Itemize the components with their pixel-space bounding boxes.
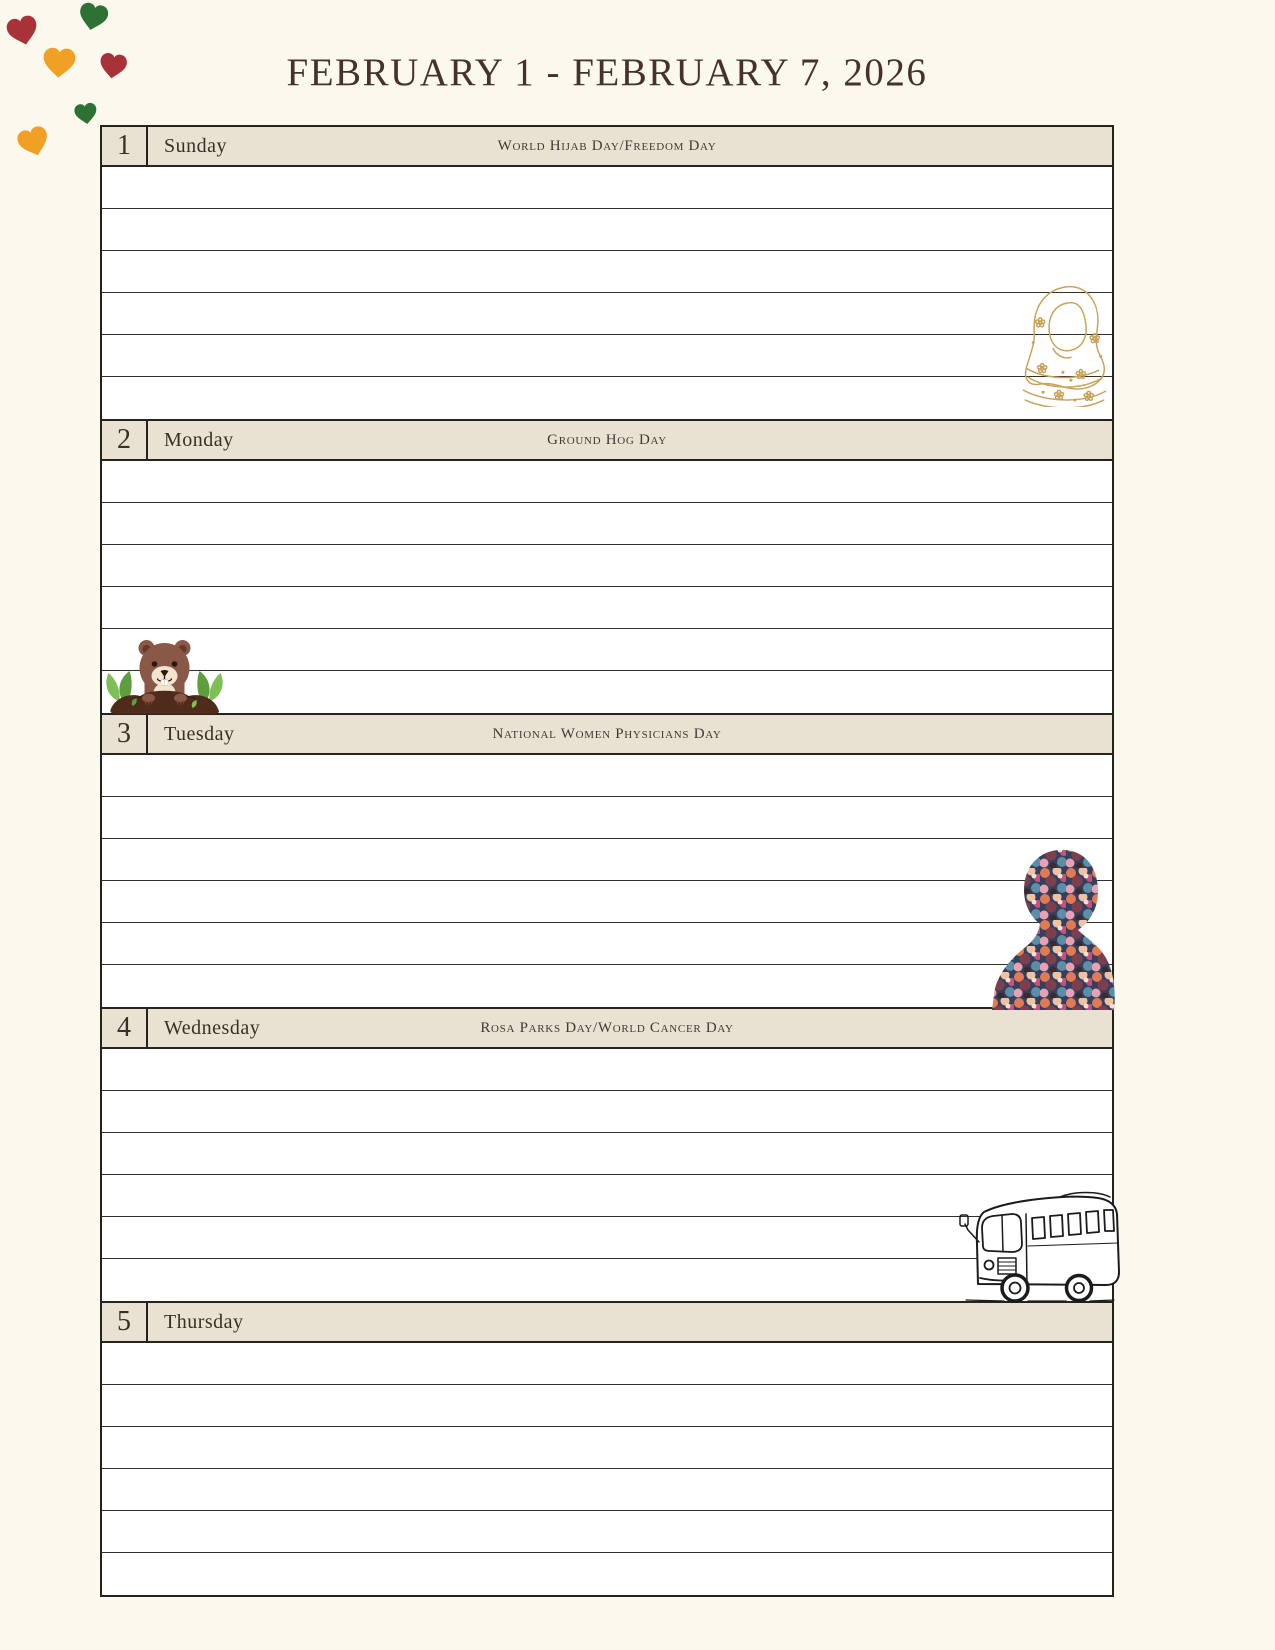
note-line	[102, 965, 1112, 1007]
note-line	[102, 1091, 1112, 1133]
heart-icon	[71, 100, 100, 128]
groundhog-illustration	[102, 636, 228, 714]
day-header	[102, 125, 1112, 167]
heart-icon	[95, 50, 131, 84]
note-line	[102, 335, 1112, 377]
note-line	[102, 923, 1112, 965]
heart-icon	[12, 121, 57, 164]
day-number: 2	[102, 421, 148, 459]
note-line	[102, 1343, 1112, 1385]
day-name: Monday	[164, 428, 234, 451]
day-name: Tuesday	[164, 722, 235, 745]
day-name: Wednesday	[164, 1016, 261, 1039]
note-line	[102, 251, 1112, 293]
bus-illustration	[948, 1186, 1120, 1304]
hijab-illustration	[1012, 283, 1114, 407]
note-line	[102, 839, 1112, 881]
heart-icon	[73, 0, 113, 37]
holiday-label: Rosa Parks Day/World Cancer Day	[480, 1019, 734, 1036]
note-line	[102, 167, 1112, 209]
heart-icon	[39, 45, 79, 84]
day-name: Thursday	[164, 1310, 244, 1333]
day-header	[102, 419, 1112, 461]
note-line	[102, 1385, 1112, 1427]
note-line	[102, 461, 1112, 503]
day-section-sunday	[102, 125, 1112, 419]
day-name: Sunday	[164, 134, 227, 157]
holiday-label: National Women Physicians Day	[492, 725, 722, 742]
note-line	[102, 1553, 1112, 1595]
day-header	[102, 1007, 1112, 1049]
note-line	[102, 587, 1112, 629]
day-number: 4	[102, 1009, 148, 1047]
holiday-label	[102, 1303, 1112, 1341]
day-section-monday	[102, 419, 1112, 713]
weekly-planner-table	[100, 125, 1114, 1597]
heart-icon	[1, 11, 44, 53]
day-section-tuesday	[102, 713, 1112, 1007]
note-line	[102, 545, 1112, 587]
day-section-thursday	[102, 1301, 1112, 1595]
day-header	[102, 1301, 1112, 1343]
day-number: 1	[102, 127, 148, 165]
day-header	[102, 713, 1112, 755]
note-line	[102, 797, 1112, 839]
note-line	[102, 1469, 1112, 1511]
women-collage-illustration	[988, 842, 1118, 1010]
note-line	[102, 1049, 1112, 1091]
note-line	[102, 377, 1112, 419]
note-line	[102, 881, 1112, 923]
day-number: 5	[102, 1303, 148, 1341]
holiday-label: Ground Hog Day	[547, 431, 667, 448]
note-line	[102, 293, 1112, 335]
note-line	[102, 209, 1112, 251]
note-line	[102, 629, 1112, 671]
note-line	[102, 755, 1112, 797]
page-title: FEBRUARY 1 - FEBRUARY 7, 2026	[286, 51, 928, 94]
note-line	[102, 1511, 1112, 1553]
day-number: 3	[102, 715, 148, 753]
note-line	[102, 671, 1112, 713]
holiday-label: World Hijab Day/Freedom Day	[497, 137, 717, 154]
note-line	[102, 1427, 1112, 1469]
note-line	[102, 503, 1112, 545]
note-line	[102, 1133, 1112, 1175]
